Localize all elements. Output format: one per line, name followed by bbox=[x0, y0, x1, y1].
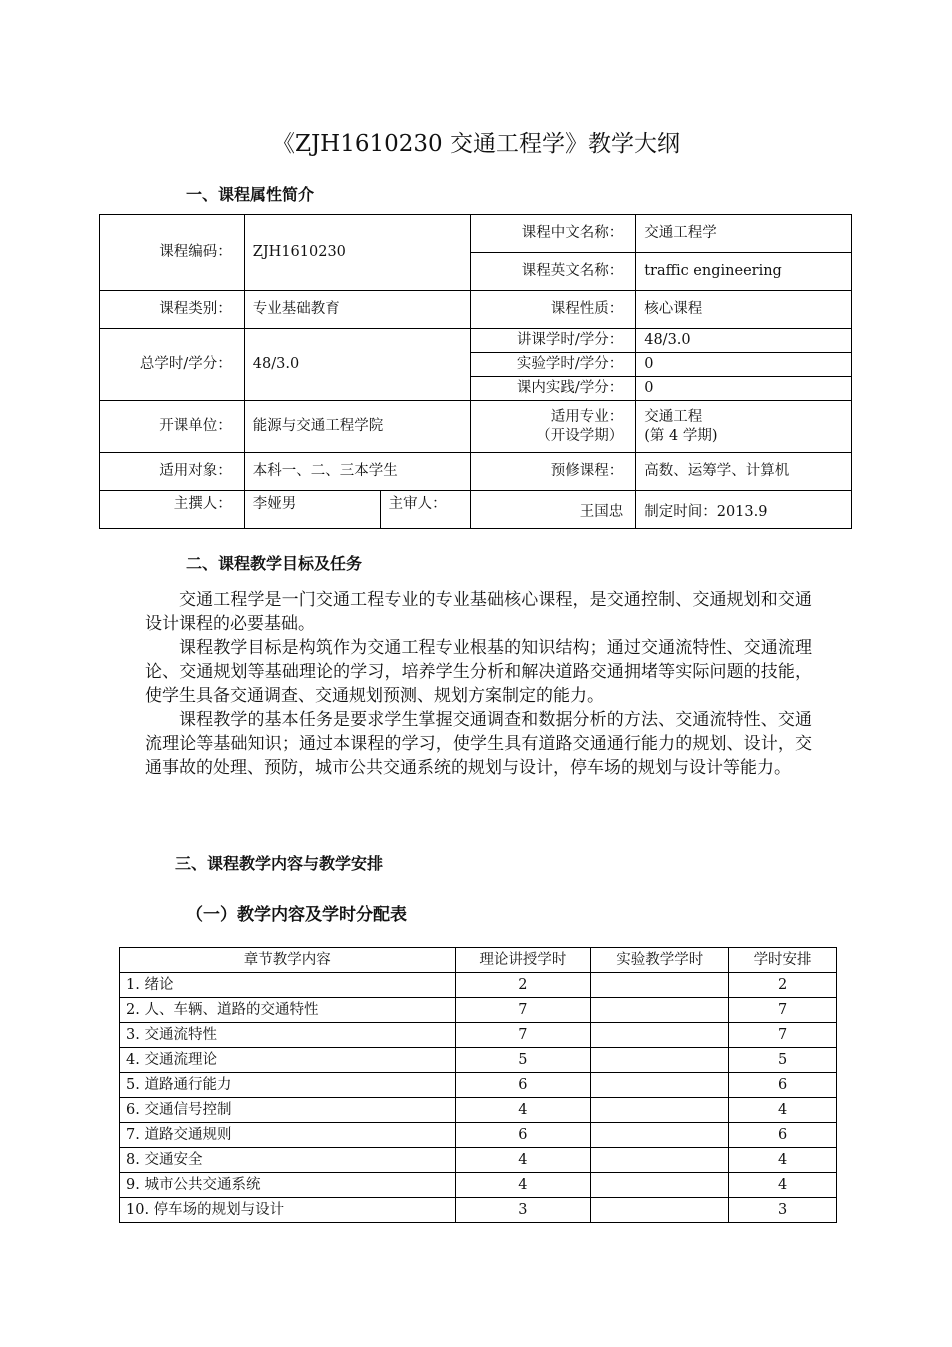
en-name-label: 课程英文名称： bbox=[470, 253, 636, 291]
total-cell: 7 bbox=[729, 1023, 837, 1048]
table-row bbox=[120, 1148, 837, 1173]
chapter-cell: 8. 交通安全 bbox=[120, 1148, 456, 1173]
reviewer-value: 王国忠 bbox=[470, 491, 636, 529]
table-row bbox=[120, 1123, 837, 1148]
theory-cell: 6 bbox=[455, 1123, 591, 1148]
date-value: 制定时间：2013.9 bbox=[636, 491, 852, 529]
total-cell: 3 bbox=[729, 1198, 837, 1223]
theory-cell: 4 bbox=[455, 1173, 591, 1198]
theory-cell: 5 bbox=[455, 1048, 591, 1073]
practice-value: 0 bbox=[636, 377, 852, 401]
hours-table-header bbox=[120, 948, 837, 973]
theory-cell: 6 bbox=[455, 1073, 591, 1098]
target-value: 本科一、二、三本学生 bbox=[244, 453, 470, 491]
section-heading-2: 二、课程教学目标及任务 bbox=[186, 554, 363, 573]
chapter-cell: 5. 道路通行能力 bbox=[120, 1073, 456, 1098]
cn-name-value: 交通工程学 bbox=[636, 215, 852, 253]
unit-value: 能源与交通工程学院 bbox=[244, 401, 470, 453]
lab-cell bbox=[591, 1198, 729, 1223]
total-cell: 7 bbox=[729, 998, 837, 1023]
course-attributes-table bbox=[99, 214, 852, 529]
theory-cell: 7 bbox=[455, 1023, 591, 1048]
unit-label: 开课单位： bbox=[100, 401, 245, 453]
subsection-heading: （一）教学内容及学时分配表 bbox=[186, 905, 407, 925]
lab-cell bbox=[591, 1148, 729, 1173]
author-value: 李娅男 bbox=[244, 491, 380, 529]
major-value-line1: 交通工程 bbox=[644, 408, 703, 425]
chapter-cell: 7. 道路交通规则 bbox=[120, 1123, 456, 1148]
total-value: 48/3.0 bbox=[244, 329, 470, 401]
lab-value: 0 bbox=[636, 353, 852, 377]
chapter-cell: 4. 交通流理论 bbox=[120, 1048, 456, 1073]
lab-cell bbox=[591, 1048, 729, 1073]
total-cell: 6 bbox=[729, 1073, 837, 1098]
lab-cell bbox=[591, 1023, 729, 1048]
author-label: 主撰人： bbox=[100, 491, 245, 529]
theory-cell: 3 bbox=[455, 1198, 591, 1223]
chapter-cell: 10. 停车场的规划与设计 bbox=[120, 1198, 456, 1223]
chapter-cell: 3. 交通流特性 bbox=[120, 1023, 456, 1048]
table-row bbox=[120, 1173, 837, 1198]
document-title: 《ZJH1610230 交通工程学》教学大纲 bbox=[271, 131, 680, 157]
chapter-cell: 6. 交通信号控制 bbox=[120, 1098, 456, 1123]
total-label: 总学时/学分： bbox=[100, 329, 245, 401]
major-label bbox=[470, 401, 636, 453]
lab-label: 实验学时/学分： bbox=[470, 353, 636, 377]
total-cell: 4 bbox=[729, 1148, 837, 1173]
nature-value: 核心课程 bbox=[636, 291, 852, 329]
lab-cell bbox=[591, 1073, 729, 1098]
target-label: 适用对象： bbox=[100, 453, 245, 491]
code-label: 课程编码： bbox=[100, 215, 245, 291]
total-cell: 2 bbox=[729, 973, 837, 998]
hours-table bbox=[119, 947, 837, 1223]
lecture-label: 讲课学时/学分： bbox=[470, 329, 636, 353]
total-cell: 5 bbox=[729, 1048, 837, 1073]
major-label-line2: （开设学期） bbox=[536, 427, 624, 444]
category-label: 课程类别： bbox=[100, 291, 245, 329]
chapter-cell: 1. 绪论 bbox=[120, 973, 456, 998]
table-row bbox=[120, 998, 837, 1023]
table-row bbox=[120, 1023, 837, 1048]
lab-cell bbox=[591, 1098, 729, 1123]
paragraph-3: 课程教学的基本任务是要求学生掌握交通调查和数据分析的方法、交通流特性、交通流理论等基础知识；通过本课程的学习，使学生具有道路交通通行能力的规划、设计，交通事故的处理、预防，城市公共交通系统的规划与设计，停车场的规划与设计等能力。 bbox=[145, 710, 812, 778]
chapter-cell: 2. 人、车辆、道路的交通特性 bbox=[120, 998, 456, 1023]
table-row bbox=[120, 1073, 837, 1098]
paragraph-2: 课程教学目标是构筑作为交通工程专业根基的知识结构；通过交通流特性、交通流理论、交通规划等基础理论的学习，培养学生分析和解决道路交通拥堵等实际问题的技能，使学生具备交通调查、交通规划预测、规划方案制定的能力。 bbox=[145, 638, 812, 706]
category-value: 专业基础教育 bbox=[244, 291, 470, 329]
theory-cell: 2 bbox=[455, 973, 591, 998]
total-cell: 6 bbox=[729, 1123, 837, 1148]
lab-cell bbox=[591, 1173, 729, 1198]
prereq-value: 高数、运筹学、计算机 bbox=[636, 453, 852, 491]
table-row bbox=[120, 1198, 837, 1223]
cn-name-label: 课程中文名称： bbox=[470, 215, 636, 253]
prereq-label: 预修课程： bbox=[470, 453, 636, 491]
total-cell: 4 bbox=[729, 1098, 837, 1123]
reviewer-label: 主审人： bbox=[380, 491, 470, 529]
paragraph-1: 交通工程学是一门交通工程专业的专业基础核心课程，是交通控制、交通规划和交通设计课程的必要基础。 bbox=[145, 590, 812, 634]
theory-cell: 4 bbox=[455, 1148, 591, 1173]
table-row bbox=[120, 1048, 837, 1073]
objectives-text bbox=[145, 588, 812, 780]
header-lab: 实验教学学时 bbox=[591, 948, 729, 973]
major-value-line2: (第 4 学期) bbox=[644, 427, 718, 444]
section-heading-1: 一、课程属性简介 bbox=[186, 185, 315, 204]
header-theory: 理论讲授学时 bbox=[455, 948, 591, 973]
theory-cell: 4 bbox=[455, 1098, 591, 1123]
header-chapter: 章节教学内容 bbox=[120, 948, 456, 973]
table-row bbox=[120, 973, 837, 998]
section-heading-3: 三、课程教学内容与教学安排 bbox=[175, 854, 384, 873]
lab-cell bbox=[591, 973, 729, 998]
total-cell: 4 bbox=[729, 1173, 837, 1198]
major-value bbox=[636, 401, 852, 453]
chapter-cell: 9. 城市公共交通系统 bbox=[120, 1173, 456, 1198]
lecture-value: 48/3.0 bbox=[636, 329, 852, 353]
header-total: 学时安排 bbox=[729, 948, 837, 973]
nature-label: 课程性质： bbox=[470, 291, 636, 329]
practice-label: 课内实践/学分： bbox=[470, 377, 636, 401]
theory-cell: 7 bbox=[455, 998, 591, 1023]
major-label-line1: 适用专业： bbox=[550, 408, 624, 425]
lab-cell bbox=[591, 998, 729, 1023]
en-name-value: traffic engineering bbox=[636, 253, 852, 291]
lab-cell bbox=[591, 1123, 729, 1148]
table-row bbox=[120, 1098, 837, 1123]
code-value: ZJH1610230 bbox=[244, 215, 470, 291]
